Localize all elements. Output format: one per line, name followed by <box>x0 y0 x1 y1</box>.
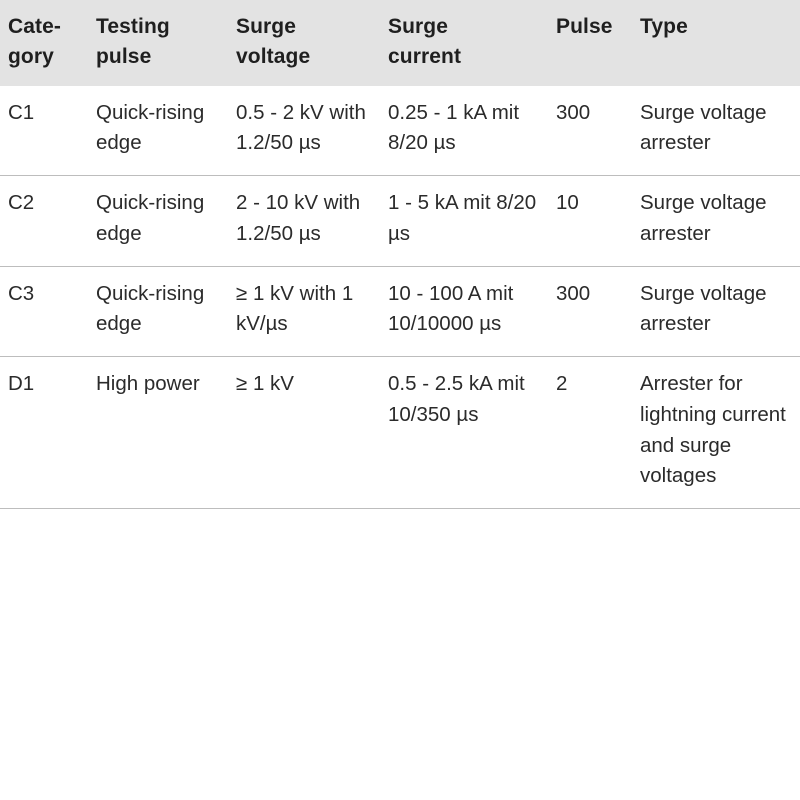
cell-surge-voltage: 0.5 - 2 kV with 1.2/50 µs <box>228 86 380 176</box>
table-row <box>0 176 800 267</box>
column-header-testing-pulse: Testing pulse <box>88 0 228 86</box>
cell-surge-current: 1 - 5 kA mit 8/20 µs <box>380 176 548 267</box>
cell-testing-pulse: Quick-rising edge <box>88 176 228 267</box>
cell-testing-pulse: High power <box>88 357 228 509</box>
cell-surge-current: 0.5 - 2.5 kA mit 10/350 µs <box>380 357 548 509</box>
cell-pulse: 300 <box>548 266 632 357</box>
column-header-surge-voltage: Surge voltage <box>228 0 380 86</box>
column-header-type: Type <box>632 0 800 86</box>
column-header-surge-current: Surge current <box>380 0 548 86</box>
cell-testing-pulse: Quick-rising edge <box>88 86 228 176</box>
cell-testing-pulse: Quick-rising edge <box>88 266 228 357</box>
cell-surge-voltage: ≥ 1 kV <box>228 357 380 509</box>
table-header-row <box>0 0 800 86</box>
column-header-category: Cate- gory <box>0 0 88 86</box>
cell-pulse: 300 <box>548 86 632 176</box>
cell-category: C1 <box>0 86 88 176</box>
table-row <box>0 266 800 357</box>
column-header-pulse: Pulse <box>548 0 632 86</box>
table-row <box>0 357 800 509</box>
cell-type: Arrester for lightning current and surge voltages <box>632 357 800 509</box>
cell-surge-current: 10 - 100 A mit 10/10000 µs <box>380 266 548 357</box>
table-body <box>0 86 800 509</box>
cell-category: C2 <box>0 176 88 267</box>
cell-type: Surge voltage arrester <box>632 86 800 176</box>
cell-type: Surge voltage arrester <box>632 266 800 357</box>
cell-category: C3 <box>0 266 88 357</box>
cell-type: Surge voltage arrester <box>632 176 800 267</box>
cell-pulse: 10 <box>548 176 632 267</box>
cell-surge-voltage: 2 - 10 kV with 1.2/50 µs <box>228 176 380 267</box>
cell-category: D1 <box>0 357 88 509</box>
table-header <box>0 0 800 86</box>
table-row <box>0 86 800 176</box>
cell-surge-current: 0.25 - 1 kA mit 8/20 µs <box>380 86 548 176</box>
cell-pulse: 2 <box>548 357 632 509</box>
cell-surge-voltage: ≥ 1 kV with 1 kV/µs <box>228 266 380 357</box>
